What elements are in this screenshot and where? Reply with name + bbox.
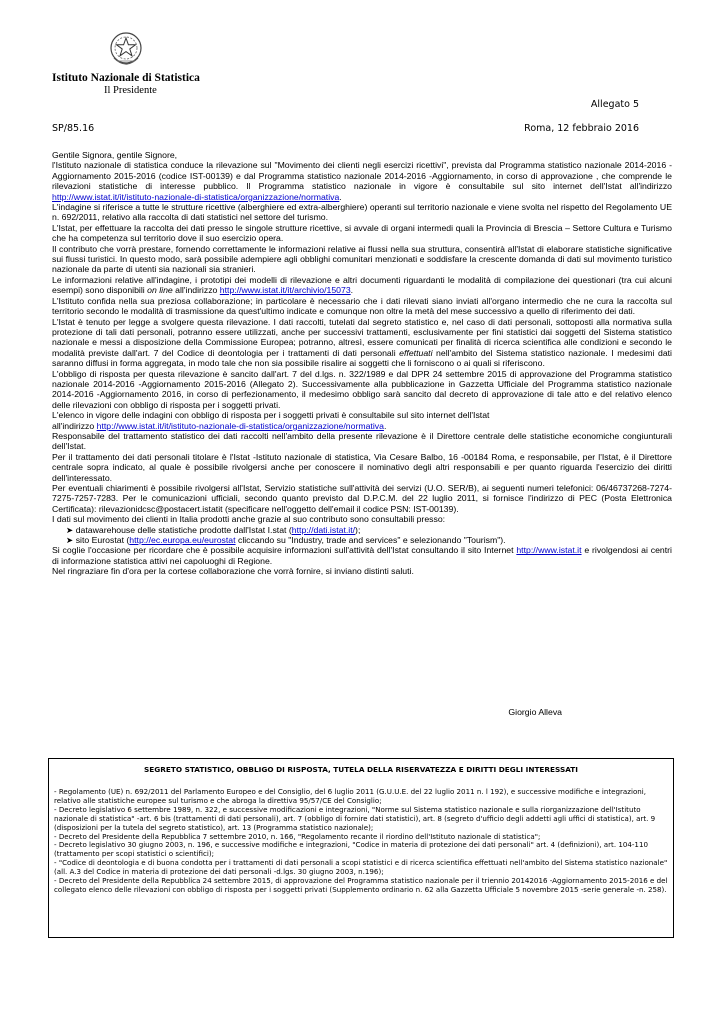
normativa-link-2[interactable]: http://www.istat.it/it/istituto-nazionale-di-statistica/organizzazione/normativa — [96, 420, 384, 431]
paragraph-text: nell'ambito del Sistema statistico nazionale. I medesimi dati saranno diffusi in forma aggregata, in modo tale che non sia possibile risalire ai soggetti che li forniscono o ai quali si riferiscono. — [52, 347, 672, 369]
legal-box-title: SEGRETO STATISTICO, OBBLIGO DI RISPOSTA, TUTELA DELLA RISERVATEZZA E DIRITTI DEGLI INTERESSATI — [144, 765, 578, 774]
paragraph-info — [52, 275, 672, 296]
archivio-link[interactable]: http://www.istat.it/it/archivio/15073 — [219, 285, 351, 296]
legal-box-body — [54, 788, 669, 895]
paragraph-privacy — [52, 317, 672, 369]
org-role: Il Presidente — [104, 85, 157, 96]
paragraph-closing: Nel ringraziare fin d'ora per la cortese collaborazione che vorrà fornire, si inviano distinti saluti. — [52, 566, 414, 577]
paragraph-text: e rivolgendosi ai centri di informazione statistica attivi nei capoluoghi di Regione. — [52, 545, 672, 566]
bullet-end: cliccando su "Industry, trade and services" e selezionando "Tourism"). — [235, 535, 506, 546]
paragraph-contacts: Per eventuali chiarimenti è possibile rivolgersi all'Istat, Servizio statistiche sull'attività dei servizi (U.O. SER/B), ai seguenti numeri telefonici: 06/46737268-7274-7275-7257-7283. Per le comunicazioni ufficiali, secondo quanto previsto dal D.P.C.M. del 22 luglio 2011, si fornisce l'indirizzo di PEC (Posta Elettronica Certificata): rilevazionidcsc@postacert.istatit (specificare nell'oggetto dell'email il codice PSN: IST-00139). — [52, 483, 672, 514]
arrowhead-bullet-icon: ➤ — [66, 535, 76, 546]
list-item — [52, 525, 672, 535]
paragraph-text: l'Istituto nazionale di statistica conduce la rilevazione sul "Movimento dei clienti negli esercizi ricettivi", prevista dal Programma statistico nazionale 2014-2016 -Aggiornamento 2015-2016 (codice IST-00139) e dal Programma statistico nazionale 2014-2016 -Aggiornamento, in corso di approvazione , che comprende le rilevazioni statistiche di interesse pubblico. Il Programma statistico nazionale in vigore è consultabile sul sito internet dell'Istat all'indirizzo — [52, 160, 672, 192]
paragraph-text: all'indirizzo — [172, 285, 220, 296]
bullet-text: sito Eurostat ( — [75, 535, 130, 546]
signature: Giorgio Alleva — [508, 707, 562, 717]
letter-body — [52, 150, 672, 577]
paragraph-intermediaries: L'Istat, per effettuare la raccolta dei dati presso le singole strutture ricettive, si avvale di organi intermedi quali la Provincia di Brescia – Settore Cultura e Turismo che ha competenza sul territorio dove il suo esercizio opera. — [52, 222, 672, 244]
paragraph-text: Le informazioni relative all'indagine, i prototipi dei modelli di rilevazione e altri documenti riguardanti le modalità di compilazione dei questionari (tra cui alcuni esempi) sono disponibili — [52, 274, 672, 296]
paragraph-end: . — [350, 285, 354, 296]
org-name: Istituto Nazionale di Statistica — [52, 72, 200, 84]
paragraph-text: Si coglie l'occasione per ricordare che è possibile acquisire informazioni sull'attività dell'Istat consultando il sito Internet — [52, 545, 517, 556]
republic-emblem-icon — [108, 28, 144, 70]
paragraph-data-controller: Per il trattamento dei dati personali titolare è l'Istat -Istituto nazionale di statistica, Via Cesare Balbo, 16 -00184 Roma, e responsabile, per l'Istat, è il Direttore centrale sopra indicato, al quale è possibile rivolgersi anche per conoscere il nominativo degli altri responsabili e per quanto riguarda l'esercizio dei diritti dell'interessato. — [52, 451, 672, 483]
paragraph-end: . — [339, 191, 342, 202]
paragraph-survey — [52, 160, 672, 202]
paragraph-list: L'elenco in vigore delle indagini con obbligo di risposta per i soggetti privati è consultabile sul sito internet dell'Istat — [52, 410, 490, 421]
paragraph-text: L'Istat è tenuto per legge a svolgere questa rilevazione. I dati raccolti, tutelati dal segreto statistico e, nel caso di dati personali, sottoposti alla normativa sulla protezione di tali dati personali, potranno essere utilizzati, anche per successivi trattamenti, esclusivamente per fini statistici dai soggetti del Sistema statistico nazionale e messi a disposizione della Commissione Europea; potranno, altresì, essere comunicati per finalità di ricerca scientifica alle condizioni e secondo le modalità previste dall'art. 7 del Codice di deontologia per i trattamenti di dati personali — [52, 316, 672, 358]
paragraph-sources: I dati sul movimento dei clienti in Italia prodotti anche grazie al suo contributo sono consultabili presso: — [52, 514, 446, 525]
istat-dati-link[interactable]: http://dati.istat.it/ — [291, 524, 356, 535]
paragraph-obligation: L'obbligo di risposta per questa rilevazione è sancito dall'art. 7 del d.lgs. n. 322/1989 e dal DPR 24 settembre 2015 di approvazione del Programma statistico nazionale 2014-2016 -Aggiornamento 2015-2016 (Allegato 2). Successivamente alla pubblicazione in Gazzetta Ufficiale del Programma statistico nazionale 2014-2016 -Aggiornamento 2016, in corso di perfezionamento, il medesimo obbligo sarà sancito dal decreto di approvazione di tale atto e del relativo elenco delle rilevazioni con obbligo di risposta per i soggetti privati. — [52, 368, 672, 410]
protocol-reference: SP/85.16 — [52, 123, 95, 134]
effettuati-italic: effettuati — [399, 347, 433, 358]
paragraph-info-centers — [52, 545, 672, 566]
paragraph-list-address — [52, 421, 672, 431]
greeting: Gentile Signora, gentile Signore, — [52, 150, 178, 160]
annex-label: Allegato 5 — [590, 99, 639, 110]
paragraph-scope: L'indagine si riferisce a tutte le strutture ricettive (alberghiere ed extra-alberghiere) operanti sul territorio nazionale e viene svolta nel rispetto del Regolamento UE n. 692/2011, relativo alla raccolta di dati statistici nel settore del turismo. — [52, 202, 672, 223]
paragraph-responsible: Responsabile del trattamento statistico dei dati raccolti nell'ambito della presente rilevazione è il Direttore centrale delle statistiche economiche congiunturali dell'Istat. — [52, 430, 672, 452]
legal-item: - "Codice di deontologia e di buona condotta per i trattamenti di dati personali a scopi statistici e di ricerca scientifica effettuati nell'ambito del Sistema statistico nazionale" (all. A.3 del Codice in materia di protezione dei dati personali -d.lgs. 30 giugno 2003, n.196); — [54, 858, 668, 877]
paragraph-collaboration: L'Istituto confida nella sua preziosa collaborazione; in particolare è necessario che i dati rilevati siano inviati all'organo intermedio che ne cura la raccolta sul territorio secondo le modalità di trasmissione da quest'ultimo indicate e comunque non oltre la metà del mese successivo a quello di riferimento dei dati. — [52, 295, 672, 317]
paragraph-end: . — [383, 420, 387, 431]
letter-date: Roma, 12 febbraio 2016 — [524, 123, 639, 134]
bullet-text: datawarehouse delle statistiche prodotte dall'Istat I.stat ( — [75, 524, 292, 535]
legal-item: - Regolamento (UE) n. 692/2011 del Parlamento Europeo e del Consiglio, del 6 luglio 2011 (G.U.U.E. del 22 luglio 2011 n. l 192), e successive modifiche e integrazioni, relativo alle statistiche europee sul turismo e che abroga la direttiva 95/57/CE del Consiglio; — [54, 787, 647, 805]
legal-item: - Decreto legislativo 30 giugno 2003, n. 196, e successive modifiche e integrazioni, "Codice in materia di protezione dei dati personali" art. 4 (definizioni), art. 104-110 (trattamento per scopi statistici o scientifici); — [54, 840, 648, 859]
legal-item: - Decreto legislativo 6 settembre 1989, n. 322, e successive modificazioni e integrazioni, "Norme sul Sistema statistico nazionale e sulla riorganizzazione dell'Istituto nazionale di statistica" -art. 6 bis (trattamenti di dati personali), art. 7 (obbligo di fornire dati statistici), art. 8 (segreto d'ufficio degli addetti agli uffici di statistica), art. 9 (disposizioni per la tutela del segreto statistico), art. 13 (Programma statistico nazionale); — [54, 804, 656, 832]
online-italic: on line — [147, 285, 173, 296]
list-item — [52, 535, 672, 545]
normativa-link[interactable]: http://www.istat.it/it/istituto-nazionale-di-statistica/organizzazione/normativa — [52, 191, 340, 202]
paragraph-text: all'indirizzo — [52, 420, 97, 431]
legal-item: - Decreto del Presidente della Repubblica 24 settembre 2015, di approvazione del Programma statistico nazionale per il triennio 20142016 -Aggiornamento 2015-2016 e del collegato elenco delle rilevazioni con obbligo di risposta per i soggetti privati (Supplemento ordinario n. 62 alla Gazzetta Ufficiale 5 novembre 2015 -serie generale -n. 258). — [54, 876, 668, 894]
paragraph-contribution: Il contributo che vorrà prestare, fornendo correttamente le informazioni relative ai flussi nella sua struttura, consentirà all'Istat di elaborare statistiche significative sui flussi turistici. In questo modo, sarà possibile adempiere agli obblighi comunitari menzionati e soddisfare la crescente domanda di dati sul movimento turistico nazionale da parte di utenti sia nazionali sia stranieri. — [52, 243, 672, 275]
bullet-end: ); — [355, 524, 361, 535]
eurostat-link[interactable]: http://ec.europa.eu/eurostat — [129, 535, 236, 546]
legal-references-box — [48, 758, 674, 938]
arrowhead-bullet-icon: ➤ — [66, 524, 76, 535]
istat-site-link[interactable]: http://www.istat.it — [516, 545, 582, 556]
legal-item: - Decreto del Presidente della Repubblica 7 settembre 2010, n. 166, "Regolamento recante il riordino dell'Istituto nazionale di statistica"; — [54, 831, 541, 841]
